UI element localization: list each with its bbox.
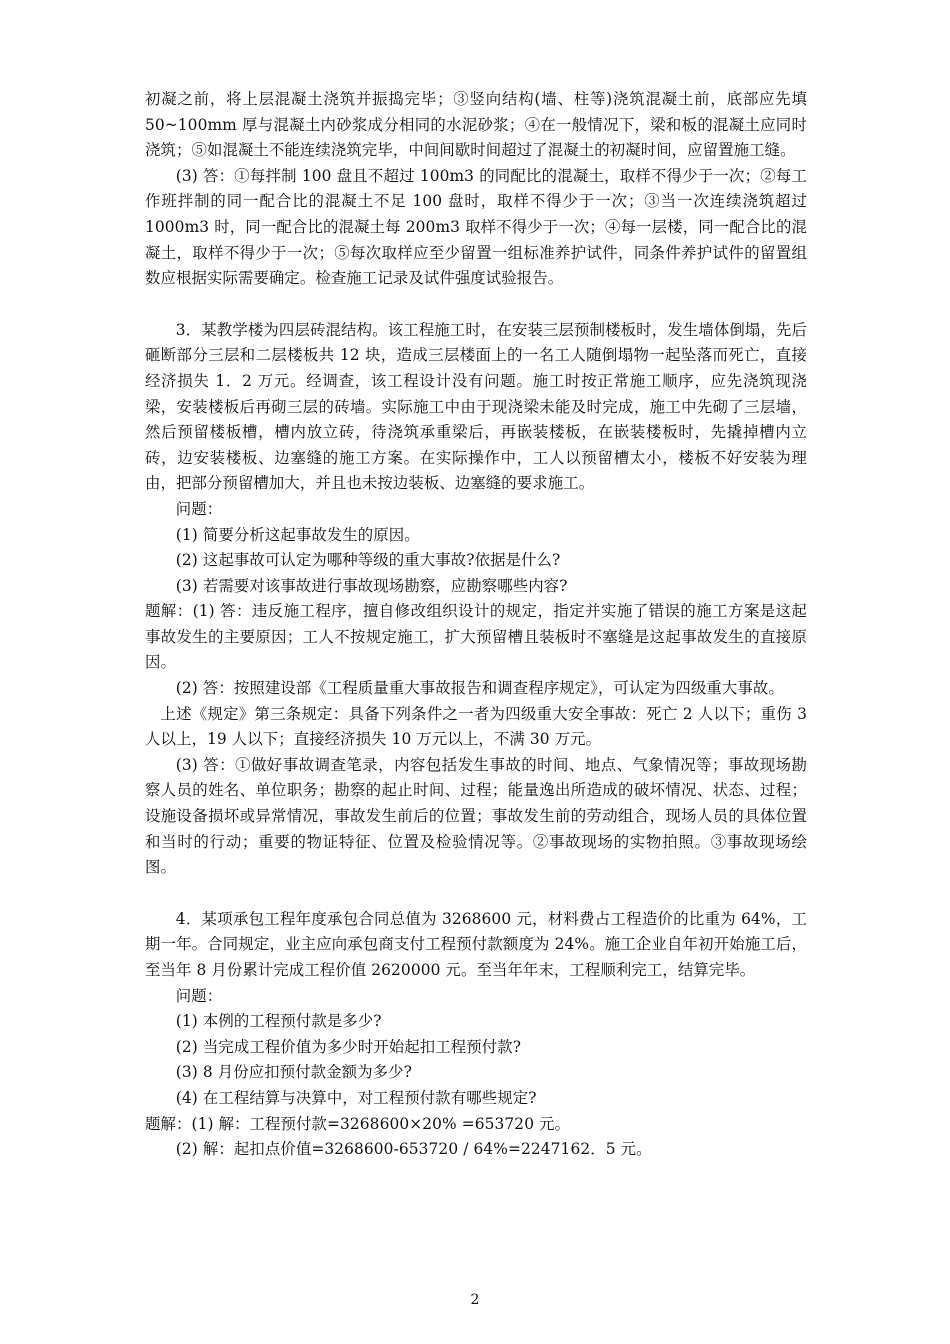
paragraph: (1) 本例的工程预付款是多少? bbox=[175, 1012, 382, 1031]
paragraph: 题解：(1) 解：工程预付款=3268600×20% =653720 元。 bbox=[145, 1114, 571, 1133]
paragraph: 3．某教学楼为四层砖混结构。该工程施工时，在安装三层预制楼板时，发生墙体倒塌，先后砸断部分三层和二层楼板共 12 块，造成三层楼面上的一名工人随倒塌物一起坠落而死亡，直接经济损失 1．2 万元。经调查，该工程设计没有问题。施工时按正常施工顺序，应先浇筑现浇梁，安装楼板后再砌三层的砖墙。实际施工中由于现浇梁未能及时完成，施工中先砌了三层墙，然后预留楼板槽，槽内放立砖，待浇筑承重梁后，再嵌装楼板，在嵌装楼板时，先撬掉槽内立砖，边安装楼板、边塞缝的施工方案。在实际操作中，工人以预留槽太小，楼板不好安装为理由，把部分预留槽加大，并且也未按边装板、边塞缝的要求施工。 bbox=[145, 320, 807, 493]
paragraph: 上述《规定》第三条规定：具备下列条件之一者为四级重大安全事故：死亡 2 人以下；重伤 3 人以上，19 人以下；直接经济损失 10 万元以上，不满 30 万元。 bbox=[145, 704, 807, 749]
paragraph: (2) 解：起扣点价值=3268600-653720 / 64%=2247162．5 元。 bbox=[175, 1140, 652, 1159]
paragraph: (3) 若需要对该事故进行事故现场勘察，应勘察哪些内容? bbox=[175, 576, 568, 595]
paragraph: (2) 答：按照建设部《工程质量重大事故报告和调查程序规定》，可认定为四级重大事故。 bbox=[175, 679, 784, 698]
paragraph: 题解：(1) 答：违反施工程序，擅自修改组织设计的规定，指定并实施了错误的施工方案是这起事故发生的主要原因；工人不按规定施工，扩大预留槽且装板时不塞缝是这起事故发生的直接原因。 bbox=[145, 602, 807, 672]
document-body bbox=[145, 87, 807, 1163]
paragraph: 4．某项承包工程年度承包合同总值为 3268600 元，材料费占工程造价的比重为 64%，工期一年。合同规定，业主应向承包商支付工程预付款额度为 24%。施工企业自年初开始施工后，至当年 8 月份累计完成工程价值 2620000 元。至当年年末，工程顺利完工，结算完毕。 bbox=[145, 909, 807, 979]
paragraph: 问题： bbox=[175, 499, 223, 518]
paragraph-gap bbox=[145, 292, 807, 318]
paragraph: (1) 简要分析这起事故发生的原因。 bbox=[175, 525, 420, 544]
paragraph: 问题： bbox=[175, 986, 223, 1005]
paragraph: (3) 8 月份应扣预付款金额为多少? bbox=[175, 1063, 413, 1082]
paragraph-gap bbox=[145, 881, 807, 907]
paragraph: (2) 当完成工程价值为多少时开始起扣工程预付款? bbox=[175, 1037, 522, 1056]
paragraph: (2) 这起事故可认定为哪种等级的重大事故?依据是什么? bbox=[175, 551, 561, 570]
paragraph: (4) 在工程结算与决算中，对工程预付款有哪些规定? bbox=[175, 1088, 537, 1107]
paragraph: 初凝之前，将上层混凝土浇筑并振捣完毕；③竖向结构(墙、柱等)浇筑混凝土前，底部应先填 50~100mm 厚与混凝土内砂浆成分相同的水泥砂浆；④在一般情况下，梁和板的混凝土应同时浇筑；⑤如混凝土不能连续浇筑完毕，中间间歇时间超过了混凝土的初凝时间，应留置施工缝。 bbox=[145, 90, 807, 160]
paragraph: (3) 答：①做好事故调查笔录，内容包括发生事故的时间、地点、气象情况等；事故现场勘察人员的姓名、单位职务；勘察的起止时间、过程；能量逸出所造成的破坏情况、状态、过程；设施设备损坏或异常情况，事故发生前后的位置；事故发生前的劳动组合，现场人员的具体位置和当时的行动；重要的物证特征、位置及检验情况等。②事故现场的实物拍照。③事故现场绘图。 bbox=[145, 755, 807, 877]
paragraph: (3) 答：①每拌制 100 盘且不超过 100m3 的同配比的混凝土，取样不得少于一次；②每工作班拌制的同一配合比的混凝土不足 100 盘时，取样不得少于一次；③当一次连续浇筑超过 1000m3 时，同一配合比的混凝土每 200m3 取样不得少于一次；④每一层楼，同一配合比的混凝土，取样不得少于一次；⑤每次取样应至少留置一组标准养护试件，同条件养护试件的留置组数应根据实际需要确定。检查施工记录及试件强度试验报告。 bbox=[145, 166, 807, 288]
page-number: 2 bbox=[470, 1292, 480, 1308]
